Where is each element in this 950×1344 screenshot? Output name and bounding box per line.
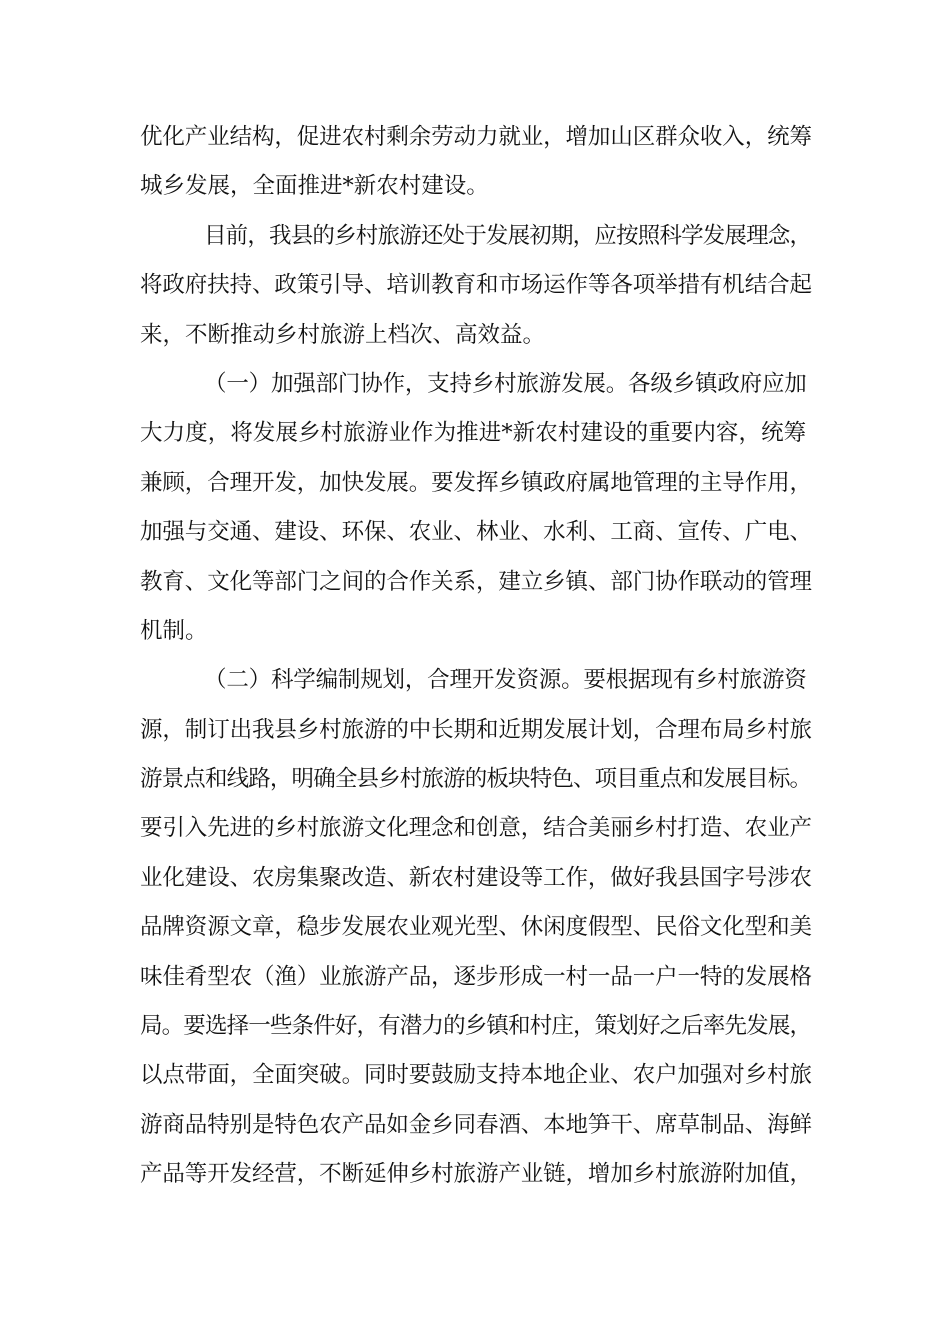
paragraph bbox=[140, 656, 812, 1199]
text-line: 将政府扶持、政策引导、培训教育和市场运作等各项举措有机结合起 bbox=[140, 272, 812, 299]
body-text bbox=[140, 113, 812, 1200]
text-line: 来，不断推动乡村旅游上档次、高效益。 bbox=[140, 321, 546, 348]
text-line: （一）加强部门协作，支持乡村旅游发展。各级乡镇政府应加 bbox=[204, 370, 807, 397]
text-line: 加强与交通、建设、环保、农业、林业、水利、工商、宣传、广电、 bbox=[140, 519, 812, 546]
text-line: 产品等开发经营，不断延伸乡村旅游产业链，增加乡村旅游附加值， bbox=[140, 1161, 812, 1188]
text-line: 品牌资源文章，稳步发展农业观光型、休闲度假型、民俗文化型和美 bbox=[140, 914, 812, 941]
text-line: 大力度，将发展乡村旅游业作为推进*新农村建设的重要内容，统筹 bbox=[140, 420, 807, 447]
text-line: 游景点和线路，明确全县乡村旅游的板块特色、项目重点和发展目标。 bbox=[140, 766, 812, 793]
text-line: 优化产业结构，促进农村剩余劳动力就业，增加山区群众收入，统筹 bbox=[140, 124, 812, 150]
text-line: 源，制订出我县乡村旅游的中长期和近期发展计划，合理布局乡村旅 bbox=[140, 716, 812, 743]
text-line: 教育、文化等部门之间的合作关系，建立乡镇、部门协作联动的管理 bbox=[140, 568, 812, 595]
text-line: 城乡发展，全面推进*新农村建设。 bbox=[140, 173, 489, 200]
text-line: 以点带面，全面突破。同时要鼓励支持本地企业、农户加强对乡村旅 bbox=[140, 1062, 812, 1089]
text-line: （二）科学编制规划，合理开发资源。要根据现有乡村旅游资 bbox=[204, 667, 807, 694]
text-line: 兼顾，合理开发，加快发展。要发挥乡镇政府属地管理的主导作用， bbox=[140, 469, 812, 496]
paragraph bbox=[140, 212, 812, 360]
paragraph bbox=[140, 113, 812, 212]
text-line: 要引入先进的乡村旅游文化理念和创意，结合美丽乡村打造、农业产 bbox=[140, 815, 812, 842]
text-line: 目前，我县的乡村旅游还处于发展初期，应按照科学发展理念， bbox=[204, 222, 812, 249]
text-line: 机制。 bbox=[140, 617, 208, 644]
text-line: 游商品特别是特色农产品如金乡同春酒、本地笋干、席草制品、海鲜 bbox=[140, 1111, 812, 1138]
text-line: 业化建设、农房集聚改造、新农村建设等工作，做好我县国字号涉农 bbox=[140, 864, 812, 891]
text-line: 味佳肴型农（渔）业旅游产品，逐步形成一村一品一户一特的发展格 bbox=[140, 963, 812, 990]
text-line: 局。要选择一些条件好，有潜力的乡镇和村庄，策划好之后率先发展， bbox=[140, 1013, 812, 1040]
paragraph bbox=[140, 360, 812, 656]
